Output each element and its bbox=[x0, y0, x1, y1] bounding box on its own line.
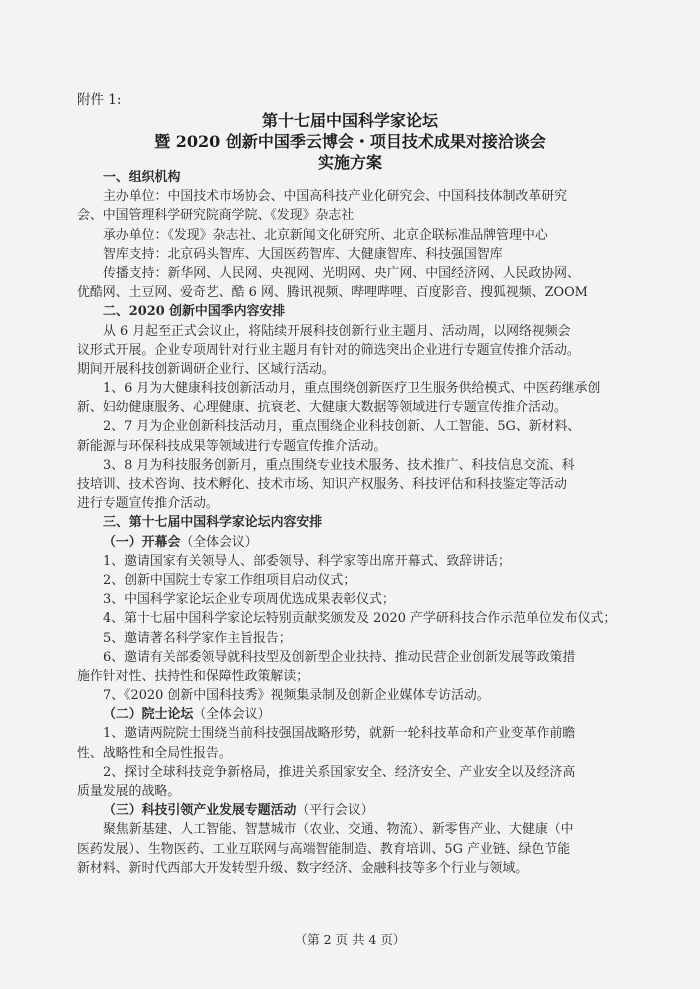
line-text: （二）院士论坛 bbox=[103, 707, 194, 723]
body-line bbox=[77, 859, 629, 878]
body-line bbox=[77, 283, 629, 302]
section-heading bbox=[77, 302, 629, 321]
line-text: 聚焦新基建、人工智能、智慧城市（农业、交通、物流）、新零售产业、大健康（中 bbox=[103, 822, 574, 838]
body-line bbox=[77, 744, 629, 763]
line-text: 1、邀请两院院士围绕当前科技强国战略形势，就新一轮科技革命和产业变革作前瞻 bbox=[103, 726, 576, 742]
body-line bbox=[77, 360, 629, 379]
line-text: 议形式开展。企业专项周针对行业主题月有针对的筛选突出企业进行专题宣传推介活动。 bbox=[77, 342, 580, 358]
line-text: 5、邀请著名科学家作主旨报告； bbox=[103, 630, 292, 646]
body-line bbox=[77, 763, 629, 782]
body-line bbox=[77, 206, 629, 225]
line-text: 7、《2020 创新中国科技秀》视频集录制及创新企业媒体专访活动。 bbox=[103, 688, 490, 704]
body-line bbox=[77, 341, 629, 360]
body-line bbox=[77, 264, 629, 283]
body-line bbox=[77, 417, 629, 436]
body-line bbox=[77, 475, 629, 494]
line-text: 性、战略性和全局性报告。 bbox=[77, 745, 232, 761]
section-heading bbox=[77, 513, 629, 532]
line-text: （一）开幕会 bbox=[103, 534, 181, 550]
body-line bbox=[77, 226, 629, 245]
line-text: 优酷网、土豆网、爱奇艺、酷 6 网、腾讯视频、哔哩哔哩、百度影音、搜狐视频、ZOOM bbox=[77, 285, 588, 301]
document-title: 第十七届中国科学家论坛 bbox=[261, 111, 438, 130]
heading-note: （平行会议） bbox=[296, 803, 374, 819]
line-text: 2、创新中国院士专家工作组项目启动仪式； bbox=[103, 572, 357, 588]
body-line bbox=[77, 456, 629, 475]
body-line bbox=[77, 437, 629, 456]
line-text: 主办单位：中国技术市场协会、中国高科技产业化研究会、中国科技体制改革研究 bbox=[103, 189, 568, 205]
heading-note: （全体会议） bbox=[193, 707, 271, 723]
line-text: 1、邀请国家有关领导人、部委领导、科学家等出席开幕式、致辞讲话； bbox=[103, 553, 511, 569]
line-text: 从 6 月起至正式会议止，将陆续开展科技创新行业主题月、活动周，以网络视频会 bbox=[103, 323, 571, 339]
section-heading bbox=[77, 533, 629, 552]
body-line bbox=[77, 379, 629, 398]
line-text: 一、组织机构 bbox=[103, 170, 181, 185]
body-line bbox=[77, 552, 629, 571]
line-text: 传播支持：新华网、人民网、央视网、光明网、央广网、中国经济网、人民政协网、 bbox=[103, 265, 580, 281]
line-text: 质量发展的战略。 bbox=[77, 784, 181, 799]
line-text: 新、妇幼健康服务、心理健康、抗衰老、大健康大数据等领域进行专题宣传推介活动。 bbox=[77, 400, 567, 416]
body-line bbox=[77, 187, 629, 206]
body-line bbox=[77, 322, 629, 341]
page-number: （第 2 页 共 4 页） bbox=[294, 932, 406, 947]
body-line bbox=[77, 667, 629, 686]
section-heading bbox=[77, 705, 629, 724]
body-line bbox=[77, 494, 629, 513]
document-subtitle: 暨 2020 创新中国季云博会・项目技术成果对接洽谈会 bbox=[154, 132, 546, 151]
body-line bbox=[77, 686, 629, 705]
line-text: 会、中国管理科学研究院商学院、《发现》杂志社 bbox=[77, 208, 355, 224]
body-line bbox=[77, 782, 629, 801]
body-line bbox=[77, 609, 629, 628]
body-line bbox=[77, 398, 629, 417]
line-text: 二、2020 创新中国季内容安排 bbox=[103, 304, 286, 320]
line-text: 承办单位：《发现》杂志社、北京新闻文化研究所、北京企联标准品牌管理中心 bbox=[103, 227, 548, 243]
body-line bbox=[77, 648, 629, 667]
body-line bbox=[77, 840, 629, 859]
section-heading bbox=[77, 168, 629, 187]
line-text: 4、第十七届中国科学家论坛特别贡献奖颁发及 2020 产学研科技合作示范单位发布仪式； bbox=[103, 611, 617, 627]
line-text: （三）科技引领产业发展专题活动 bbox=[103, 803, 297, 819]
heading-note: （全体会议） bbox=[180, 534, 258, 550]
document-body bbox=[77, 168, 629, 878]
line-text: 3、中国科学家论坛企业专项周优选成果表彰仪式； bbox=[103, 592, 395, 608]
body-line bbox=[77, 629, 629, 648]
line-text: 三、第十七届中国科学家论坛内容安排 bbox=[103, 515, 323, 531]
body-line bbox=[77, 590, 629, 609]
line-text: 3、8 月为科技服务创新月，重点围绕专业技术服务、技术推广、科技信息交流、科 bbox=[103, 457, 575, 473]
line-text: 智库支持：北京码头智库、大国医药智库、大健康智库、科技强国智库 bbox=[103, 246, 503, 262]
line-text: 进行专题宣传推介活动。 bbox=[77, 496, 219, 512]
line-text: 1、6 月为大健康科技创新活动月，重点围绕创新医疗卫生服务供给模式、中医药继承创 bbox=[103, 381, 601, 397]
line-text: 技培训、技术咨询、技术孵化、技术市场、知识产权服务、科技评估和科技鉴定等活动 bbox=[77, 477, 567, 492]
line-text: 施作针对性、扶持性和保障性政策解读； bbox=[77, 668, 310, 684]
body-line bbox=[77, 245, 629, 264]
line-text: 2、探讨全球科技竞争新格局，推进关系国家安全、经济安全、产业安全以及经济高 bbox=[103, 764, 576, 780]
attachment-label: 附件 1: bbox=[77, 92, 122, 108]
body-line bbox=[77, 724, 629, 743]
line-text: 2、7 月为企业创新科技活动月，重点围绕企业科技创新、人工智能、5G、新材料、 bbox=[103, 419, 581, 435]
line-text: 新能源与环保科技成果等领域进行专题宣传推介活动。 bbox=[77, 438, 387, 454]
line-text: 期间开展科技创新调研企业行、区域行活动。 bbox=[77, 361, 335, 377]
body-line bbox=[77, 571, 629, 590]
body-line bbox=[77, 820, 629, 839]
document-title-plan: 实施方案 bbox=[317, 153, 382, 172]
line-text: 6、邀请有关部委领导就科技型及创新型企业扶持、推动民营企业创新发展等政策措 bbox=[103, 649, 576, 665]
section-heading bbox=[77, 801, 629, 820]
line-text: 新材料、新时代西部大开发转型升级、数字经济、金融科技等多个行业与领域。 bbox=[77, 860, 529, 876]
line-text: 医药发展）、生物医药、工业互联网与高端智能制造、教育培训、5G 产业链、绿色节能 bbox=[77, 841, 571, 857]
